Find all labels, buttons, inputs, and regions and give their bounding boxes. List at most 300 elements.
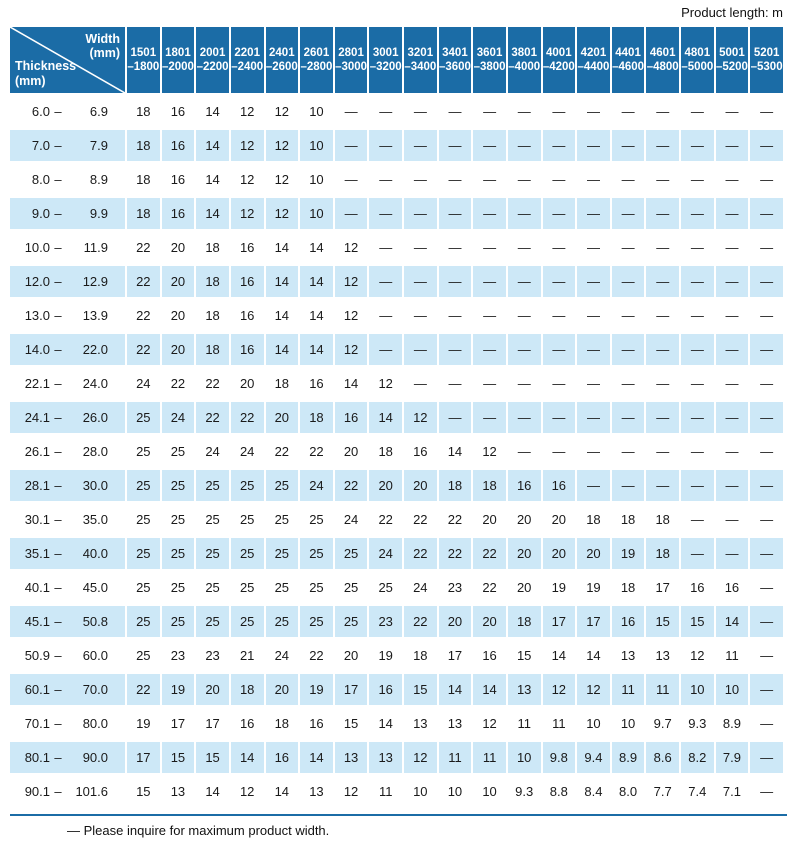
value-cell: — — [483, 240, 497, 255]
value-cell: — — [577, 130, 610, 161]
value-cell: 15 — [404, 674, 437, 705]
value-cell: — — [586, 240, 600, 255]
width-col-header: 5001 –5200 — [716, 27, 749, 93]
value-cell: 12 — [482, 444, 497, 459]
value-cell: — — [681, 130, 714, 161]
table-row — [10, 606, 783, 637]
value-cell: 22 — [274, 444, 290, 459]
value-cell: 25 — [205, 512, 220, 527]
value-cell: 20 — [543, 538, 576, 569]
value-cell: — — [369, 266, 402, 297]
value-cell: 11 — [473, 742, 506, 773]
value-cell: 22 — [127, 334, 160, 365]
value-cell: 7.1 — [722, 784, 741, 799]
value-cell: 17 — [205, 716, 220, 731]
value-cell: 25 — [239, 580, 255, 595]
value-cell: — — [725, 444, 739, 459]
value-cell: — — [413, 104, 427, 119]
value-cell: 12 — [274, 172, 290, 187]
value-cell: 14 — [300, 266, 333, 297]
value-cell: 25 — [127, 402, 160, 433]
value-cell: — — [369, 334, 402, 365]
value-cell: — — [508, 266, 541, 297]
value-cell: 21 — [239, 648, 255, 663]
value-cell: 25 — [231, 606, 264, 637]
value-cell: 16 — [413, 444, 428, 459]
value-cell: 11 — [439, 742, 472, 773]
value-cell: 20 — [439, 606, 472, 637]
value-cell: 22 — [231, 402, 264, 433]
value-cell: 10 — [300, 198, 333, 229]
value-cell: 14 — [716, 606, 749, 637]
value-cell: 17 — [127, 742, 160, 773]
value-cell: — — [690, 444, 704, 459]
value-cell: 23 — [369, 606, 402, 637]
width-col-header: 4401 –4600 — [612, 27, 645, 93]
value-cell: 18 — [127, 130, 160, 161]
value-cell: 22 — [447, 512, 463, 527]
value-cell: 13 — [309, 784, 324, 799]
thickness-range-label: 30.1 – 35.0 — [24, 512, 108, 527]
value-cell: — — [656, 104, 670, 119]
thickness-range-label: 6.0 – 6.9 — [31, 104, 108, 119]
table-row — [10, 334, 783, 365]
value-cell: — — [621, 240, 635, 255]
value-cell: 17 — [577, 606, 610, 637]
value-cell: 18 — [508, 606, 541, 637]
value-cell: — — [681, 470, 714, 501]
value-cell: — — [750, 606, 783, 637]
value-cell: 20 — [482, 512, 497, 527]
value-cell: 22 — [309, 444, 324, 459]
value-cell: — — [621, 172, 635, 187]
value-cell: 25 — [170, 580, 186, 595]
thickness-range-label: 45.1 – 50.8 — [10, 606, 125, 637]
value-cell: 15 — [136, 784, 151, 799]
value-cell: — — [369, 198, 402, 229]
value-cell: 18 — [205, 240, 220, 255]
value-cell: 23 — [170, 648, 186, 663]
value-cell: — — [335, 198, 368, 229]
value-cell: 14 — [274, 240, 290, 255]
value-cell: 14 — [586, 648, 601, 663]
value-cell: 14 — [205, 784, 220, 799]
thickness-range-label: 28.1 – 30.0 — [10, 470, 125, 501]
value-cell: 22 — [127, 674, 160, 705]
value-cell: — — [621, 444, 635, 459]
width-col-header: 1801 –2000 — [162, 27, 195, 93]
width-col-header: 1501 –1800 — [127, 27, 160, 93]
value-cell: 7.9 — [716, 742, 749, 773]
value-cell: 12 — [231, 198, 264, 229]
value-cell: 10 — [309, 104, 324, 119]
value-cell: — — [586, 376, 600, 391]
value-cell: — — [552, 308, 566, 323]
value-cell: 17 — [447, 648, 463, 663]
value-cell: — — [473, 130, 506, 161]
value-cell: 18 — [655, 512, 670, 527]
table-row — [10, 504, 783, 535]
value-cell: 16 — [266, 742, 299, 773]
value-cell: 25 — [266, 470, 299, 501]
value-cell: — — [690, 104, 704, 119]
value-cell: 25 — [266, 538, 299, 569]
value-cell: 18 — [473, 470, 506, 501]
thickness-range-label: 80.1 – 90.0 — [10, 742, 125, 773]
value-cell: 22 — [335, 470, 368, 501]
value-cell: 16 — [543, 470, 576, 501]
width-col-header: 4001 –4200 — [543, 27, 576, 93]
value-cell: 18 — [274, 376, 290, 391]
value-cell: — — [760, 716, 774, 731]
thickness-range-label: 40.1 – 45.0 — [24, 580, 108, 595]
value-cell: — — [517, 444, 531, 459]
value-cell: 25 — [127, 538, 160, 569]
footer — [10, 814, 787, 838]
value-cell: 22 — [378, 512, 393, 527]
value-cell: 14 — [196, 130, 229, 161]
value-cell: 16 — [369, 674, 402, 705]
value-cell: 22 — [473, 538, 506, 569]
value-cell: — — [577, 334, 610, 365]
value-cell: — — [439, 334, 472, 365]
value-cell: 7.4 — [688, 784, 707, 799]
value-cell: 15 — [196, 742, 229, 773]
value-cell: 24 — [239, 444, 255, 459]
value-cell: — — [448, 376, 462, 391]
value-cell: — — [621, 104, 635, 119]
value-cell: — — [517, 172, 531, 187]
value-cell: — — [750, 130, 783, 161]
value-cell: 19 — [136, 716, 151, 731]
thickness-range-label: 24.1 – 26.0 — [10, 402, 125, 433]
value-cell: 16 — [690, 580, 705, 595]
thickness-range-label: 10.0 – 11.9 — [24, 240, 108, 255]
value-cell: 24 — [369, 538, 402, 569]
value-cell: 16 — [170, 104, 186, 119]
value-cell: — — [750, 402, 783, 433]
value-cell: 16 — [335, 402, 368, 433]
value-cell: 25 — [196, 538, 229, 569]
value-cell: 14 — [343, 376, 359, 391]
value-cell: 16 — [309, 716, 324, 731]
value-cell: — — [690, 376, 704, 391]
value-cell: 11 — [517, 716, 531, 731]
value-cell: — — [646, 266, 679, 297]
thickness-range-label: 22.1 – 24.0 — [24, 376, 108, 391]
value-cell: 17 — [170, 716, 186, 731]
value-cell: 24 — [300, 470, 333, 501]
value-cell: 14 — [274, 308, 290, 323]
table-row — [10, 198, 783, 229]
value-cell: — — [543, 130, 576, 161]
value-cell: 25 — [205, 580, 220, 595]
value-cell: 22 — [205, 376, 220, 391]
value-cell: 14 — [205, 172, 220, 187]
value-cell: — — [716, 538, 749, 569]
value-cell: 20 — [239, 376, 255, 391]
value-cell: — — [760, 104, 774, 119]
thickness-range-label: 13.0 – 13.9 — [24, 308, 108, 323]
value-cell: 25 — [300, 538, 333, 569]
value-cell: 25 — [231, 470, 264, 501]
width-axis-label: Width (mm) — [85, 32, 120, 61]
value-cell: 11 — [612, 674, 645, 705]
value-cell: — — [508, 334, 541, 365]
value-cell: 16 — [231, 266, 264, 297]
value-cell: 18 — [196, 266, 229, 297]
value-cell: 25 — [196, 606, 229, 637]
value-cell: 18 — [136, 104, 151, 119]
value-cell: — — [543, 198, 576, 229]
value-cell: — — [690, 172, 704, 187]
value-cell: — — [543, 266, 576, 297]
value-cell: — — [508, 130, 541, 161]
thickness-range-label: 70.1 – 80.0 — [24, 716, 108, 731]
value-cell: — — [725, 512, 739, 527]
value-cell: — — [586, 308, 600, 323]
value-cell: 16 — [231, 334, 264, 365]
table-row — [10, 436, 783, 467]
value-cell: 20 — [162, 334, 195, 365]
value-cell: 14 — [369, 402, 402, 433]
value-cell: 14 — [473, 674, 506, 705]
value-cell: 14 — [274, 784, 290, 799]
value-cell: — — [379, 240, 393, 255]
value-cell: 11 — [725, 648, 739, 663]
value-cell: — — [760, 376, 774, 391]
value-cell: 12 — [239, 104, 255, 119]
value-cell: — — [612, 402, 645, 433]
value-cell: 14 — [300, 334, 333, 365]
thickness-range-label: 35.1 – 40.0 — [10, 538, 125, 569]
width-col-header: 2201 –2400 — [231, 27, 264, 93]
value-cell: 22 — [404, 538, 437, 569]
value-cell: — — [543, 402, 576, 433]
value-cell: 15 — [516, 648, 532, 663]
value-cell: — — [612, 470, 645, 501]
table-body — [10, 96, 783, 807]
value-cell: — — [577, 198, 610, 229]
value-cell: — — [750, 198, 783, 229]
thickness-axis-label: Thickness (mm) — [15, 59, 77, 88]
value-cell: 9.8 — [543, 742, 576, 773]
value-cell: — — [404, 198, 437, 229]
value-cell: — — [681, 266, 714, 297]
value-cell: — — [483, 172, 497, 187]
value-cell: 8.4 — [584, 784, 603, 799]
value-cell: — — [335, 130, 368, 161]
table-row — [10, 572, 783, 603]
value-cell: — — [656, 240, 670, 255]
value-cell: 24 — [205, 444, 220, 459]
value-cell: — — [716, 266, 749, 297]
value-cell: 10 — [309, 172, 324, 187]
value-cell: 10 — [300, 130, 333, 161]
value-cell: — — [760, 444, 774, 459]
value-cell: 18 — [127, 198, 160, 229]
value-cell: 9.4 — [577, 742, 610, 773]
value-cell: 20 — [196, 674, 229, 705]
value-cell: 18 — [231, 674, 264, 705]
value-cell: — — [760, 240, 774, 255]
value-cell: 14 — [266, 334, 299, 365]
value-cell: 16 — [724, 580, 740, 595]
value-cell: 12 — [335, 334, 368, 365]
value-cell: 19 — [378, 648, 393, 663]
value-cell: — — [369, 130, 402, 161]
value-cell: — — [577, 470, 610, 501]
value-cell: 20 — [404, 470, 437, 501]
value-cell: — — [413, 308, 427, 323]
table-row — [10, 742, 783, 773]
value-cell: — — [517, 376, 531, 391]
value-cell: 18 — [413, 648, 428, 663]
thickness-range-label: 12.0 – 12.9 — [10, 266, 125, 297]
value-cell: 25 — [300, 606, 333, 637]
value-cell: 25 — [231, 538, 264, 569]
value-cell: 20 — [343, 444, 359, 459]
width-col-header: 2601 –2800 — [300, 27, 333, 93]
value-cell: 13 — [620, 648, 636, 663]
table-row — [10, 368, 783, 399]
value-cell: 11 — [552, 716, 566, 731]
value-cell: 15 — [646, 606, 679, 637]
value-cell: 19 — [586, 580, 601, 595]
value-cell: — — [586, 172, 600, 187]
value-cell: — — [646, 334, 679, 365]
value-cell: — — [404, 266, 437, 297]
value-cell: 18 — [586, 512, 601, 527]
value-cell: 25 — [274, 512, 290, 527]
table-row — [10, 232, 783, 263]
table-row — [10, 130, 783, 161]
value-cell: 14 — [378, 716, 393, 731]
value-cell: 12 — [404, 402, 437, 433]
value-cell: 9.3 — [515, 784, 534, 799]
value-cell: 18 — [274, 716, 290, 731]
thickness-range-label: 14.0 – 22.0 — [10, 334, 125, 365]
value-cell: 20 — [343, 648, 359, 663]
value-cell: — — [404, 334, 437, 365]
value-cell: — — [413, 240, 427, 255]
value-cell: — — [473, 402, 506, 433]
value-cell: — — [379, 308, 393, 323]
width-col-header: 5201 –5300 — [750, 27, 783, 93]
value-cell: 24 — [413, 580, 428, 595]
value-cell: 9.3 — [688, 716, 707, 731]
value-cell: 18 — [196, 334, 229, 365]
value-cell: — — [760, 648, 774, 663]
value-cell: 8.0 — [619, 784, 638, 799]
value-cell: 20 — [577, 538, 610, 569]
table-row — [10, 96, 783, 127]
value-cell: 18 — [646, 538, 679, 569]
value-cell: — — [586, 444, 600, 459]
value-cell: — — [750, 334, 783, 365]
value-cell: 17 — [543, 606, 576, 637]
value-cell: 12 — [482, 716, 497, 731]
value-cell: 12 — [343, 308, 359, 323]
width-col-header: 4601 –4800 — [646, 27, 679, 93]
value-cell: 15 — [343, 716, 359, 731]
value-cell: 11 — [378, 784, 393, 799]
value-cell: 20 — [508, 538, 541, 569]
value-cell: 25 — [335, 538, 368, 569]
value-cell: 13 — [413, 716, 428, 731]
value-cell: 25 — [162, 470, 195, 501]
value-cell: — — [621, 308, 635, 323]
table-row — [10, 708, 783, 739]
value-cell: — — [543, 334, 576, 365]
value-cell: 12 — [231, 130, 264, 161]
value-cell: 25 — [239, 512, 255, 527]
table-row — [10, 164, 783, 195]
value-cell: — — [552, 444, 566, 459]
value-cell: — — [646, 198, 679, 229]
value-cell: 20 — [162, 266, 195, 297]
value-cell: 10 — [620, 716, 636, 731]
value-cell: 18 — [205, 308, 220, 323]
thickness-range-label: 90.1 – 101.6 — [24, 784, 108, 799]
value-cell: 16 — [162, 198, 195, 229]
width-col-header: 4201 –4400 — [577, 27, 610, 93]
value-cell: — — [483, 308, 497, 323]
value-cell: — — [517, 104, 531, 119]
value-cell: — — [612, 130, 645, 161]
value-cell: — — [725, 240, 739, 255]
value-cell: 12 — [239, 172, 255, 187]
value-cell: — — [760, 784, 774, 799]
value-cell: — — [448, 240, 462, 255]
value-cell: 18 — [300, 402, 333, 433]
value-cell: — — [725, 376, 739, 391]
value-cell: 22 — [413, 512, 428, 527]
value-cell: — — [448, 172, 462, 187]
value-cell: — — [716, 198, 749, 229]
value-cell: — — [750, 742, 783, 773]
value-cell: — — [379, 172, 393, 187]
product-length-note: Product length: m — [681, 5, 783, 20]
value-cell: 16 — [482, 648, 497, 663]
value-cell: 10 — [482, 784, 497, 799]
value-cell: — — [439, 130, 472, 161]
value-cell: 13 — [335, 742, 368, 773]
value-cell: — — [760, 308, 774, 323]
value-cell: 25 — [162, 538, 195, 569]
value-cell: 22 — [196, 402, 229, 433]
value-cell: 22 — [136, 240, 151, 255]
value-cell: — — [725, 104, 739, 119]
value-cell: — — [681, 198, 714, 229]
value-cell: 22 — [439, 538, 472, 569]
value-cell: 13 — [655, 648, 670, 663]
value-cell: — — [508, 402, 541, 433]
value-cell: 16 — [239, 240, 255, 255]
value-cell: — — [760, 172, 774, 187]
value-cell: — — [612, 266, 645, 297]
value-cell: 19 — [551, 580, 567, 595]
width-col-header: 3001 –3200 — [369, 27, 402, 93]
value-cell: 12 — [239, 784, 255, 799]
value-cell: — — [690, 308, 704, 323]
value-cell: 14 — [447, 444, 463, 459]
value-cell: 17 — [655, 580, 670, 595]
value-cell: 20 — [473, 606, 506, 637]
value-cell: 22 — [127, 266, 160, 297]
value-cell: — — [681, 402, 714, 433]
value-cell: 20 — [551, 512, 567, 527]
